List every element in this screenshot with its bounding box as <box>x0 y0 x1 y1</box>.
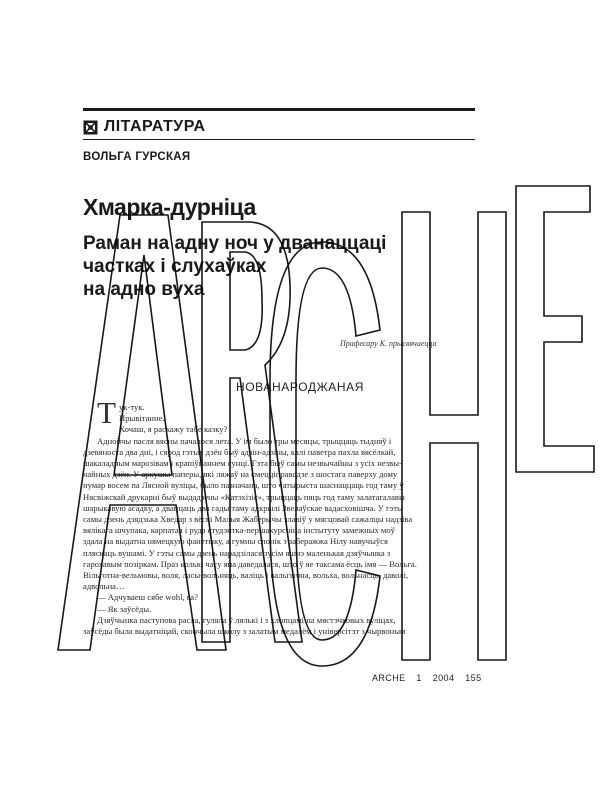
article-title: Хмарка-дурніца <box>83 194 256 220</box>
body-line: — Адчуваеш сябе wohl, га? <box>97 592 198 603</box>
dropcap-block <box>83 395 475 436</box>
dedication: Прафесару К. прысвячаецца <box>340 339 437 348</box>
body-line: вялікага шчупака, карпатая і руда студэнтка-першакурсніца інстытуту замежных моў <box>83 525 395 536</box>
body-line: Аднойчы пасля вясны пачалося лета. У ім было тры месяцы, трыццаць тыдняў і <box>97 435 392 446</box>
article-body <box>83 395 475 637</box>
body-line: ук-тук. <box>119 402 145 412</box>
issue-number: 1 <box>416 673 422 683</box>
subtitle-line: на адно вуха <box>83 279 205 300</box>
section-title: ЛІТАРАТУРА <box>104 118 206 135</box>
body-line: чайных дзён. У аркушы паперы, які ляжаў на смецціправодзе з шостага паверху дому <box>83 469 398 480</box>
body-line: адвольна… <box>83 581 125 592</box>
body-line: гарохавым позіркам. Праз колькі часу яна даведалася, што ў яе таксама ёсць імя — Вольга. <box>83 558 417 569</box>
body-line: здала на выдатна нямецкую фанетыку, а гумны слонік з заберажжа Нілу навучыўся <box>83 536 388 547</box>
body-line: дзевяноста два дні, і сярод гэтых дзён быў адзін-адзіны, калі паветра пахла вясёлкай, <box>83 446 396 457</box>
body-line: заўсёды была выдатніцай, скончыла школу з залатым медалём і універсітэт з чырвоным <box>83 626 406 637</box>
body-line: шакаладным марозівам і крапіўнаннем сунці. Гэта быў самы незвычайны з усіх незвы- <box>83 458 402 469</box>
journal-name: ARCHE <box>372 673 406 683</box>
body-line: шарыкавую асадку, а дваццаць два гады таму адкрылі Звелаўскае вадасховішча. У гэты <box>83 502 403 513</box>
issue-year: 2004 <box>432 673 455 683</box>
watermark-letter-e <box>516 186 594 472</box>
body-line: самы дзень дзядзька Хведар з вёскі Малыя Жаберычы злавіў у мясцовай сажалцы надзіва <box>83 514 413 525</box>
page-footer <box>372 673 489 683</box>
body-line: Вільготна-вельмовы, воля, ласы-вольняць, валіць і вальгычна, вольха, вольнасць, даволі, <box>83 570 409 581</box>
body-line: пляскаць вушамі. У гэты самы дзень нарадзілася зусім яшчэ маленькая дзяўчынка з <box>83 547 391 558</box>
top-rule <box>83 108 475 111</box>
dropcap: Т <box>97 395 116 430</box>
body-line: Дзяўчынка паступова расла, гуляла ў лялькі і з хлопцамі па мястэчковых вуліцах, <box>97 614 396 625</box>
body-line: нумар восем па Лясной вуліцы, было пазначана, што чатырыста шаснаццаць год таму ў <box>83 480 404 491</box>
author-name: ВОЛЬГА ГУРСКАЯ <box>83 151 191 163</box>
framed-square-icon <box>83 120 98 135</box>
body-line: Нясвіжскай друкарні быў выдадзены «Катэхізіс», трыццаць пяць год таму залатагалавы <box>83 491 405 502</box>
section-header <box>83 118 206 136</box>
subtitle-line: Раман на адну ноч у дванаццаці <box>83 233 387 254</box>
body-line: Хочаш, я раскажу табе казку? <box>119 424 228 435</box>
body-line: Прывітанне. <box>119 413 165 424</box>
body-line: — Як заўсёды. <box>97 603 152 614</box>
subtitle-line: частках і слухаўках <box>83 256 267 277</box>
chapter-heading: НОВАНАРОДЖАНАЯ <box>235 380 365 394</box>
article-subtitle <box>83 232 443 301</box>
page-number: 155 <box>465 673 482 683</box>
section-rule <box>83 139 475 140</box>
